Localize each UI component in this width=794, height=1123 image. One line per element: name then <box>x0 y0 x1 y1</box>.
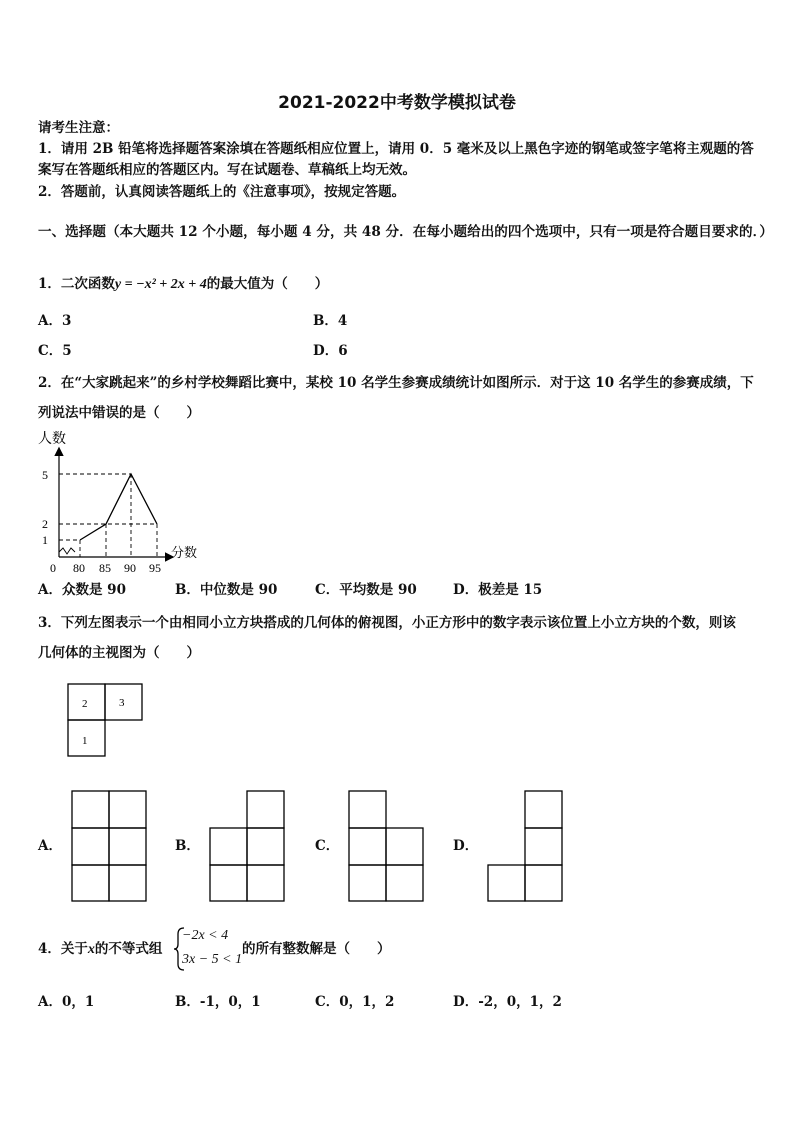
q1-option-d: D．6 <box>313 343 348 359</box>
q1-prefix: 1．二次函数 <box>38 276 115 292</box>
q3-line-1: 3．下列左图表示一个由相同小立方块搭成的几何体的俯视图，小正方形中的数字表示该位置上小立方块的个数，则该 <box>38 615 736 631</box>
q4-mid: 的不等式组 <box>94 941 163 957</box>
notice-heading: 请考生注意： <box>38 120 119 136</box>
q2-option-a: A．众数是 90 <box>38 582 126 598</box>
score-line-chart <box>30 425 210 575</box>
chart-origin: 0 <box>50 561 56 575</box>
chart-xtick-85: 85 <box>99 561 111 575</box>
q3-label-a: A． <box>38 838 62 854</box>
top-view-cell-2: 3 <box>119 697 125 709</box>
question-1 <box>38 274 328 295</box>
q4-option-b: B．-1，0，1 <box>175 994 261 1010</box>
q4-var: x <box>87 942 95 957</box>
top-view-cell-3: 1 <box>82 735 88 747</box>
q1-option-b: B．4 <box>313 313 348 329</box>
page-title: 2021-2022中考数学模拟试卷 <box>278 93 516 113</box>
q2-line-1: 2．在“大家跳起来”的乡村学校舞蹈比赛中，某校 10 名学生参赛成绩统计如图所示．对于这 10 名学生的参赛成绩，下 <box>38 375 754 391</box>
q4-option-c: C．0，1，2 <box>315 994 395 1010</box>
q4-option-d: D．-2，0，1，2 <box>453 994 562 1010</box>
q2-line-2: 列说法中错误的是（ ） <box>38 405 200 421</box>
q1-option-a: A．3 <box>38 313 72 329</box>
top-view-cell-1: 2 <box>82 698 88 710</box>
chart-xtick-95: 95 <box>149 561 161 575</box>
q2-option-b: B．中位数是 90 <box>175 582 278 598</box>
q4-inequality-1: −2x < 4 <box>182 928 229 943</box>
q3-option-d-figure <box>486 789 564 903</box>
q4-prefix-text: 4．关于 <box>38 941 88 957</box>
q3-option-c-figure <box>347 789 425 903</box>
chart-ylabel: 人数 <box>38 432 66 447</box>
chart-xlabel: 分数 <box>171 545 198 560</box>
chart-xtick-90: 90 <box>124 561 136 575</box>
q1-formula: y = −x² + 2x + 4 <box>114 277 207 292</box>
q3-label-c: C． <box>315 838 340 854</box>
q4-option-a: A．0，1 <box>38 994 95 1010</box>
q3-label-d: D． <box>453 838 479 854</box>
chart-guides <box>59 474 157 557</box>
q4-inequality-2: 3x − 5 < 1 <box>182 952 243 967</box>
chart-series-line <box>80 474 157 540</box>
chart-ytick-2: 2 <box>42 517 48 531</box>
q2-option-d: D．极差是 15 <box>453 582 543 598</box>
notice-line-1: 1．请用 2B 铅笔将选择题答案涂填在答题纸相应位置上，请用 0．5 毫米及以上黑色字迹的钢笔或签字笔将主观题的答 <box>38 141 754 157</box>
q4-prefix <box>38 939 162 960</box>
section-heading: 一、选择题（本大题共 12 个小题，每小题 4 分，共 48 分．在每小题给出的四个选项中，只有一项是符合题目要求的．） <box>38 224 773 240</box>
q3-option-a-figure <box>70 789 148 903</box>
chart-xtick-80: 80 <box>73 561 85 575</box>
notice-line-2: 案写在答题纸相应的答题区内。写在试题卷、草稿纸上均无效。 <box>38 162 416 178</box>
q3-option-b-figure <box>208 789 286 903</box>
q2-option-c: C．平均数是 90 <box>315 582 417 598</box>
q1-suffix: 的最大值为（ ） <box>206 276 329 292</box>
q4-suffix: 的所有整数解是（ ） <box>242 941 391 957</box>
chart-ytick-1: 1 <box>42 533 48 547</box>
chart-ytick-5: 5 <box>42 468 48 482</box>
axis-break-icon <box>59 548 75 554</box>
q1-option-c: C．5 <box>38 343 72 359</box>
q3-label-b: B． <box>175 838 200 854</box>
q3-top-view <box>66 682 146 758</box>
q3-line-2: 几何体的主视图为（ ） <box>38 645 200 661</box>
notice-line-3: 2．答题前，认真阅读答题纸上的《注意事项》，按规定答题。 <box>38 184 406 200</box>
